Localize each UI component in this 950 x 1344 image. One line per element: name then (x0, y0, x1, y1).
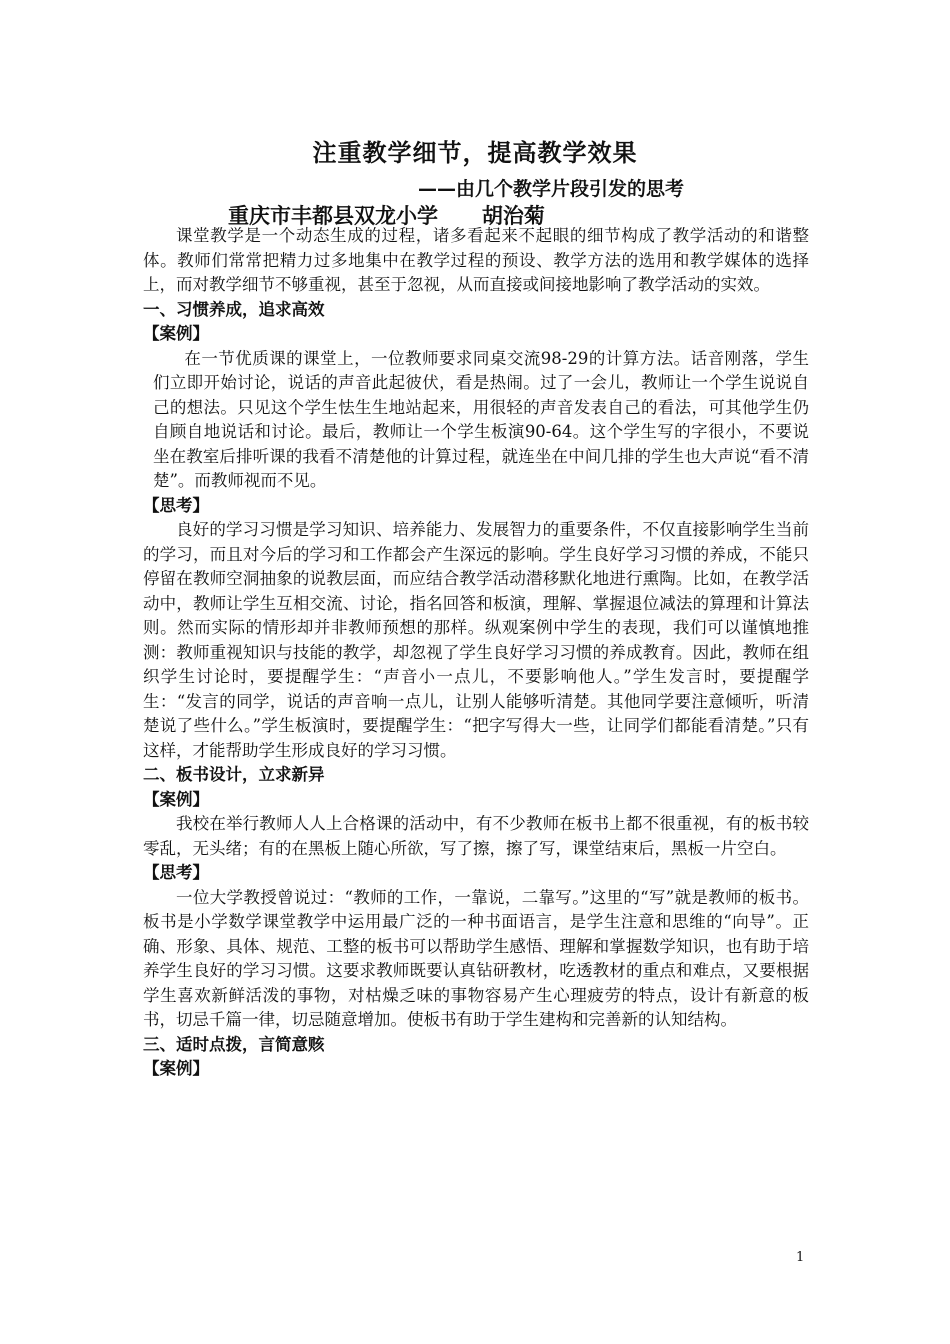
section-heading-2: 二、板书设计，立求新异 (143, 765, 325, 784)
case-label-1: 【案例】 (143, 324, 209, 343)
think-label-1: 【思考】 (143, 495, 209, 515)
document-subtitle: ——由几个教学片段引发的思考 (418, 178, 685, 200)
document-title: 注重教学细节，提高教学效果 (312, 139, 638, 167)
document-body (143, 224, 809, 1082)
intro-paragraph: 课堂教学是一个动态生成的过程，诸多看起来不起眼的细节构成了教学活动的和谐整体。教师们常常把精力过多地集中在教学过程的预设、教学方法的选用和教学媒体的选择上，而对教学细节不够重视，甚至于忽视，从而直接或间接地影响了教学活动的实效。 (143, 226, 809, 294)
section-heading-3: 三、适时点拨，言简意赅 (143, 1034, 325, 1054)
case-paragraph-1: 在一节优质课的课堂上，一位教师要求同桌交流98-29的计算方法。话音刚落，学生们立即开始讨论，说话的声音此起彼伏，看是热闹。过了一会儿，教师让一个学生说说自己的想法。只见这个学生怯生生地站起来，用很轻的声音发表自己的看法，可其他学生仍自顾自地说话和讨论。最后，教师让一个学生板演90-64。这个学生写的字很小，不要说坐在教室后排听课的我看不清楚他的计算过程，就连坐在中间几排的学生也大声说“看不清楚”。而教师视而不见。 (153, 348, 809, 490)
case-paragraph-2: 我校在举行教师人人上合格课的活动中，有不少教师在板书上都不很重视，有的板书较零乱，无头绪；有的在黑板上随心所欲，写了擦，擦了写，课堂结束后，黑板一片空白。 (143, 814, 809, 858)
page-number: 1 (796, 1250, 805, 1265)
think-paragraph-2: 一位大学教授曾说过：“教师的工作，一靠说，二靠写。”这里的“写”就是教师的板书。板书是小学数学课堂教学中运用最广泛的一种书面语言，是学生注意和思维的“向导”。正确、形象、具体、规范、工整的板书可以帮助学生感悟、理解和掌握数学知识，也有助于培养学生良好的学习习惯。这要求教师既要认真钻研教材，吃透教材的重点和难点，又要根据学生喜欢新鲜活泼的事物，对枯燥乏味的事物容易产生心理疲劳的特点，设计有新意的板书，切忌千篇一律，切忌随意增加。使板书有助于学生建构和完善新的认知结构。 (143, 887, 809, 1029)
case-label-3: 【案例】 (143, 1059, 209, 1078)
case-label-2: 【案例】 (143, 789, 209, 809)
author-line: 重庆市丰都县双龙小学 胡治菊 (228, 204, 545, 228)
think-paragraph-1: 良好的学习习惯是学习知识、培养能力、发展智力的重要条件，不仅直接影响学生当前的学习，而且对今后的学习和工作都会产生深远的影响。学生良好学习习惯的养成，不能只停留在教师空洞抽象的说教层面，而应结合教学活动潜移默化地进行熏陶。比如，在教学活动中，教师让学生互相交流、讨论，指名回答和板演，理解、掌握退位减法的算理和计算法则。然而实际的情形却并非教师预想的那样。纵观案例中学生的表现，我们可以谨慎地推测：教师重视知识与技能的教学，却忽视了学生良好学习习惯的养成教育。因此，教师在组织学生讨论时，要提醒学生：“声音小一点儿，不要影响他人。”学生发言时，要提醒学生：“发言的同学，说话的声音响一点儿，让别人能够听清楚。其他同学要注意倾听，听清楚说了些什么。”学生板演时，要提醒学生：“把字写得大一些，让同学们都能看清楚。”只有这样，才能帮助学生形成良好的学习习惯。 (143, 520, 809, 760)
think-label-2: 【思考】 (143, 863, 209, 882)
section-heading-1: 一、习惯养成，追求高效 (143, 299, 325, 319)
